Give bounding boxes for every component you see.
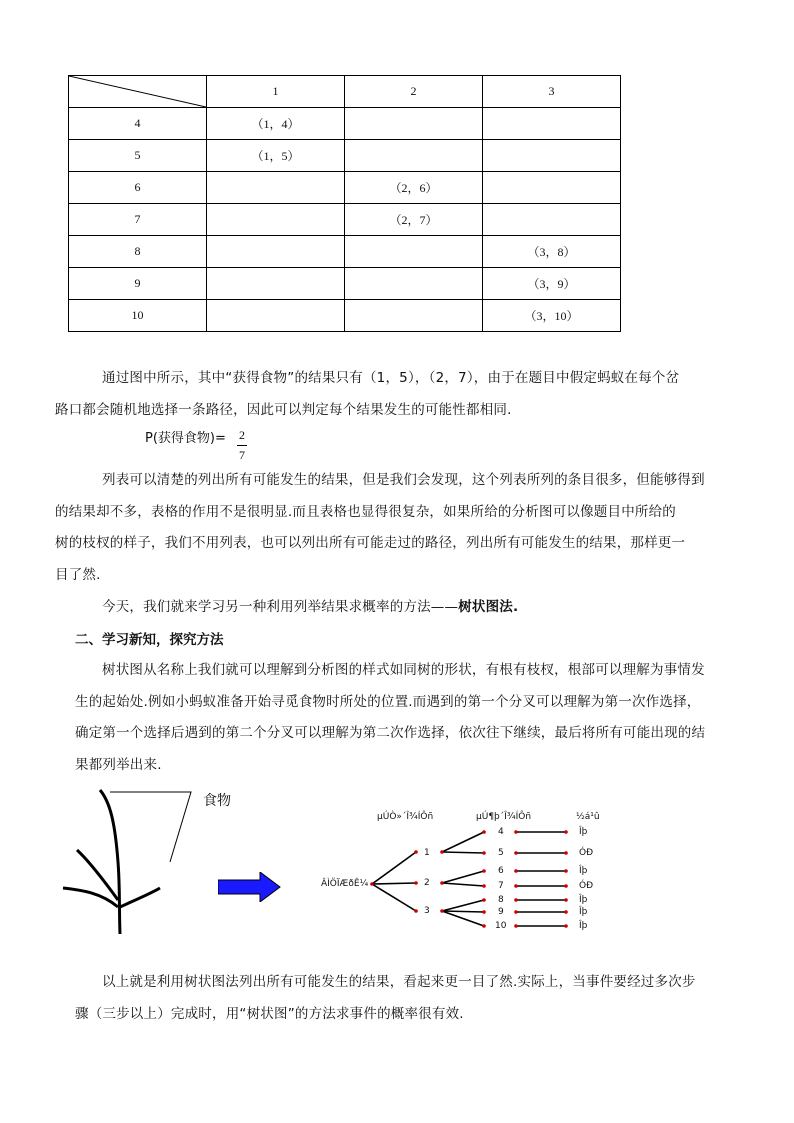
table-row (69, 204, 621, 236)
paragraph-line: 树的枝杈的样子，我们不用列表，也可以列出所有可能走过的路径，列出所有可能发生的结果，那样更一 (55, 535, 686, 551)
tree-node-second: 9 (498, 907, 504, 917)
table-cell: （3，9） (483, 268, 621, 300)
paragraph-line: 树状图从名称上我们就可以理解到分析图的样式如同树的形状，有根有枝杈，根部可以理解为事情发 (102, 662, 705, 678)
paragraph-line: 以上就是利用树状图法列出所有可能发生的结果，看起来更一目了然.实际上，当事件要经过多次步 (102, 974, 696, 990)
tree-node-first: 1 (424, 848, 430, 858)
header-cell: 2 (345, 76, 483, 108)
row-label: 6 (69, 172, 207, 204)
tree-header-first: µÚÒ»´Î¾ÍÔñ (377, 812, 434, 822)
tree-node-second: 6 (498, 866, 504, 876)
table-cell (345, 108, 483, 140)
tree-root-label: ÂÌÖÏÆðÊ¼ (321, 879, 369, 889)
table-cell (207, 172, 345, 204)
paragraph-line: 生的起始处.例如小蚂蚁准备开始寻觅食物时所处的位置.而遇到的第一个分叉可以理解为第一次作选择， (75, 693, 701, 710)
paragraph-line: 果都列举出来. (75, 756, 162, 773)
fraction (237, 428, 247, 463)
table-cell: （2，7） (345, 204, 483, 236)
paragraph-line: 确定第一个选择后遇到的第二个分叉可以理解为第二次作选择，依次往下继续，最后将所有可能出现的结 (75, 725, 706, 741)
paragraph-line: 通过图中所示，其中“获得食物”的结果只有（1，5），（2，7），由于在题目中假定蚂蚁在每个岔 (102, 370, 680, 386)
tree-result: Îþ (579, 921, 588, 931)
paragraph-line: 列表可以清楚的列出所有可能发生的结果，但是我们会发现，这个列表所列的条目很多，但能够得到 (102, 472, 705, 488)
right-arrow-icon (218, 872, 282, 902)
tree-node-second: 8 (498, 895, 504, 905)
table-row (69, 300, 621, 332)
tree-node-second: 5 (498, 848, 504, 858)
table-row (69, 172, 621, 204)
tree-node-second: 7 (498, 881, 504, 891)
row-label: 9 (69, 268, 207, 300)
table-cell: （3，8） (483, 236, 621, 268)
paragraph-line: 的结果却不多，表格的作用不是很明显.而且表格也显得很复杂，如果所给的分析图可以像题目中所给的 (55, 503, 676, 520)
paragraph-line: 今天，我们就来学习另一种利用列举结果求概率的方法—— (102, 599, 459, 615)
paragraph-line: 路口都会随机地选择一条路径，因此可以判定每个结果发生的可能性都相同. (55, 401, 512, 418)
tree-header-result: ½á¹û (576, 812, 600, 822)
table-cell: （2，6） (345, 172, 483, 204)
diagonal-header-cell (69, 76, 207, 108)
paragraph-intro-method (102, 592, 747, 624)
table-cell (483, 172, 621, 204)
diagonal-line (69, 76, 206, 107)
denominator: 7 (239, 448, 245, 462)
tree-result: Îþ (579, 895, 588, 905)
tree-result: Îþ (579, 827, 588, 837)
numerator: 2 (239, 428, 245, 442)
table-cell (207, 204, 345, 236)
outcome-table (68, 75, 621, 332)
table-row (69, 140, 621, 172)
tree-node-first: 3 (424, 906, 430, 916)
tree-result: Îþ (579, 907, 588, 917)
tree-result: ÓÐ (579, 848, 594, 858)
tree-node-second: 10 (495, 921, 507, 931)
probability-formula: P(获得食物)= (145, 431, 226, 446)
section-heading: 二、学习新知，探究方法 (75, 632, 224, 648)
paragraph-result (55, 363, 720, 426)
table-header-row (69, 76, 621, 108)
table-cell (345, 268, 483, 300)
table-cell (483, 140, 621, 172)
branch-sketch (55, 782, 205, 942)
table-cell: （3，10） (483, 300, 621, 332)
table-cell (483, 108, 621, 140)
food-label: 食物 (203, 793, 231, 809)
table-cell (207, 300, 345, 332)
paragraph-conclusion (75, 967, 725, 1030)
table-cell: （1，4） (207, 108, 345, 140)
table-cell (345, 140, 483, 172)
table-cell (207, 236, 345, 268)
method-name: 树状图法. (458, 599, 519, 615)
tree-result: ÓÐ (579, 881, 594, 891)
tree-result: Îþ (579, 866, 588, 876)
table-cell: （1，5） (207, 140, 345, 172)
table-row (69, 108, 621, 140)
header-cell: 1 (207, 76, 345, 108)
tree-diagram (360, 820, 610, 940)
tree-node-first: 2 (424, 878, 430, 888)
paragraph-table-discussion (55, 465, 725, 591)
row-label: 4 (69, 108, 207, 140)
row-label: 5 (69, 140, 207, 172)
table-row (69, 268, 621, 300)
paragraph-line: 目了然. (55, 566, 101, 583)
paragraph-tree-explanation (75, 655, 725, 781)
header-cell: 3 (483, 76, 621, 108)
table-cell (207, 268, 345, 300)
table-cell (483, 204, 621, 236)
tree-node-second: 4 (498, 827, 504, 837)
row-label: 8 (69, 236, 207, 268)
table-row (69, 236, 621, 268)
table-cell (345, 236, 483, 268)
table-cell (345, 300, 483, 332)
tree-header-second: µÚ¶þ´Î¾ÍÔñ (476, 812, 532, 822)
row-label: 7 (69, 204, 207, 236)
row-label: 10 (69, 300, 207, 332)
paragraph-line: 骤（三步以上）完成时，用“树状图”的方法求事件的概率很有效. (75, 1005, 464, 1022)
